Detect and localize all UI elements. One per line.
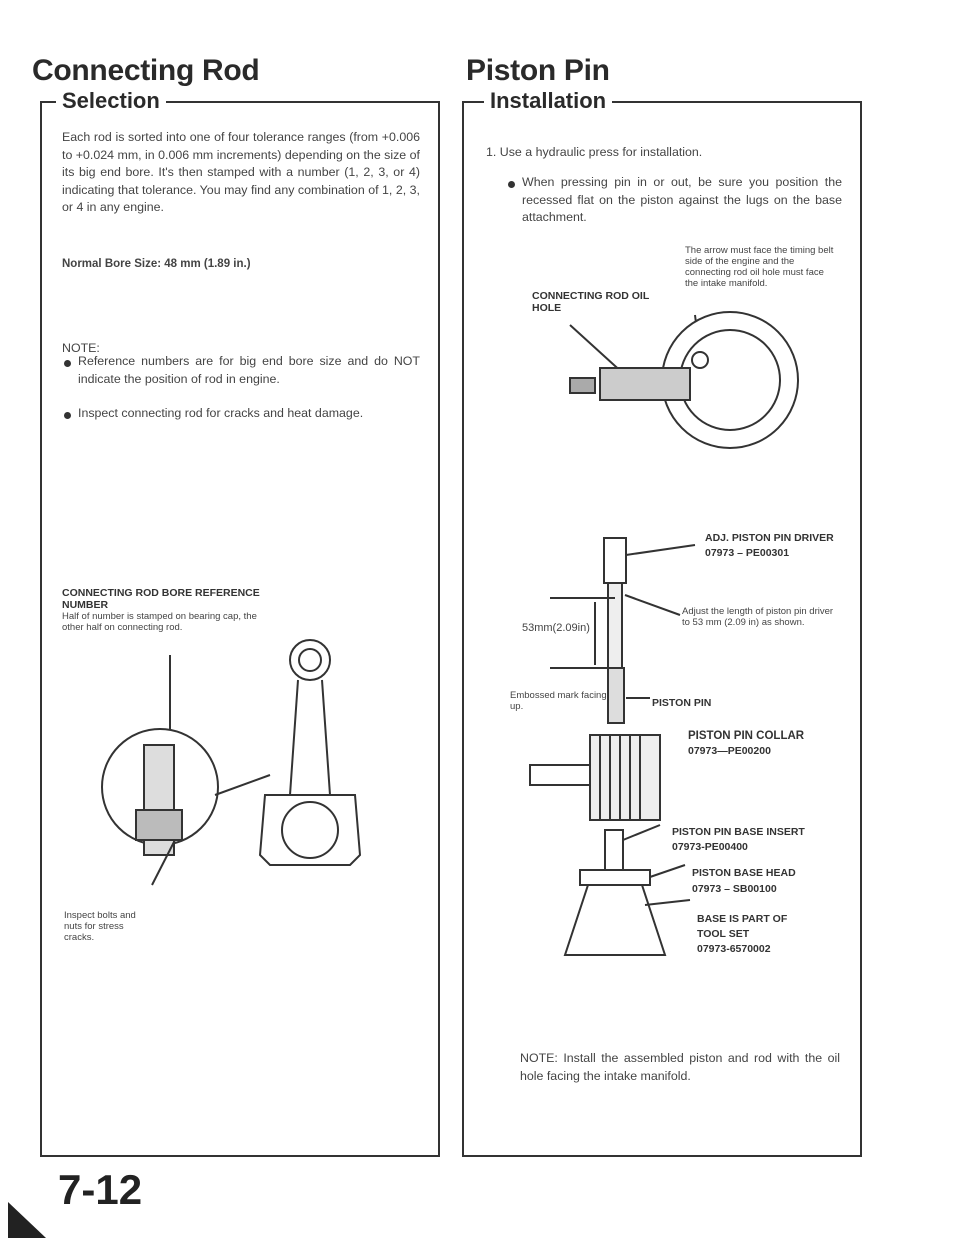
note-title: NOTE:	[62, 341, 100, 355]
driver-name: ADJ. PISTON PIN DRIVER	[705, 532, 834, 544]
note-item-1: Reference numbers are for big end bore size and do NOT indicate the position of rod in engine.	[78, 354, 420, 386]
page-title-connecting-rod: Connecting Rod	[32, 54, 260, 87]
page-number: 7-12	[58, 1166, 143, 1213]
corner-marker-icon	[6, 1200, 50, 1240]
piston-top-view-illustration	[540, 300, 800, 465]
installation-note: NOTE: Install the assembled piston and rod with the oil hole facing the intake manifold.	[520, 1051, 840, 1083]
bullet-icon	[508, 181, 515, 188]
collar-name: PISTON PIN COLLAR	[688, 730, 805, 742]
page-title-piston-pin: Piston Pin	[466, 54, 610, 87]
section-heading-selection: Selection	[56, 88, 166, 114]
figure-label-bore-reference: CONNECTING ROD BORE REFERENCE NUMBER	[62, 587, 260, 611]
insert-name: PISTON PIN BASE INSERT	[672, 826, 805, 838]
base-line-3: 07973-6570002	[697, 943, 771, 955]
base-line-1: BASE IS PART OF	[697, 913, 788, 925]
driver-number: 07973 – PE00301	[705, 547, 790, 559]
bullet-icon	[64, 360, 71, 367]
embossed-mark-label: Embossed mark facing up.	[510, 690, 607, 712]
dimension-label: 53mm(2.09in)	[522, 622, 590, 634]
figure-label-bolts: Inspect bolts and nuts for stress cracks.	[64, 910, 136, 943]
intro-paragraph: Each rod is sorted into one of four tolerance ranges (from +0.006 to +0.024 mm, in 0.006 mm increments) depending on the size of its big end bore. It's then stamped with a number (1, 2, 3, or 4) indicating that tolerance. You may find any combination of 1, 2, 3, or 4 in any engine.	[62, 130, 420, 215]
connecting-rod-illustration	[60, 625, 430, 925]
section-heading-installation: Installation	[484, 88, 612, 114]
piston-pin-label: PISTON PIN	[652, 697, 712, 709]
insert-number: 07973-PE00400	[672, 841, 748, 853]
step-1: 1. Use a hydraulic press for installation.	[486, 145, 703, 159]
oil-hole-label: CONNECTING ROD OIL HOLE	[532, 290, 650, 314]
collar-number: 07973—PE00200	[688, 745, 771, 757]
bullet-icon	[64, 412, 71, 419]
head-name: PISTON BASE HEAD	[692, 867, 796, 879]
arrow-note: The arrow must face the timing belt side of the engine and the connecting rod oil hole must face the intake manifold.	[685, 245, 834, 289]
adjust-note: Adjust the length of piston pin driver to 53 mm (2.09 in) as shown.	[682, 606, 834, 628]
figure-label-bore-note: Half of number is stamped on bearing cap, the other half on connecting rod.	[62, 611, 257, 633]
bore-size: Normal Bore Size: 48 mm (1.89 in.)	[62, 258, 251, 270]
bullet-item-1: When pressing pin in or out, be sure you position the recessed flat on the piston against the lugs on the base attachment.	[522, 175, 842, 225]
note-item-2: Inspect connecting rod for cracks and heat damage.	[78, 406, 364, 420]
head-number: 07973 – SB00100	[692, 883, 777, 895]
base-line-2: TOOL SET	[697, 928, 750, 940]
piston-pin-press-illustration	[500, 520, 700, 980]
